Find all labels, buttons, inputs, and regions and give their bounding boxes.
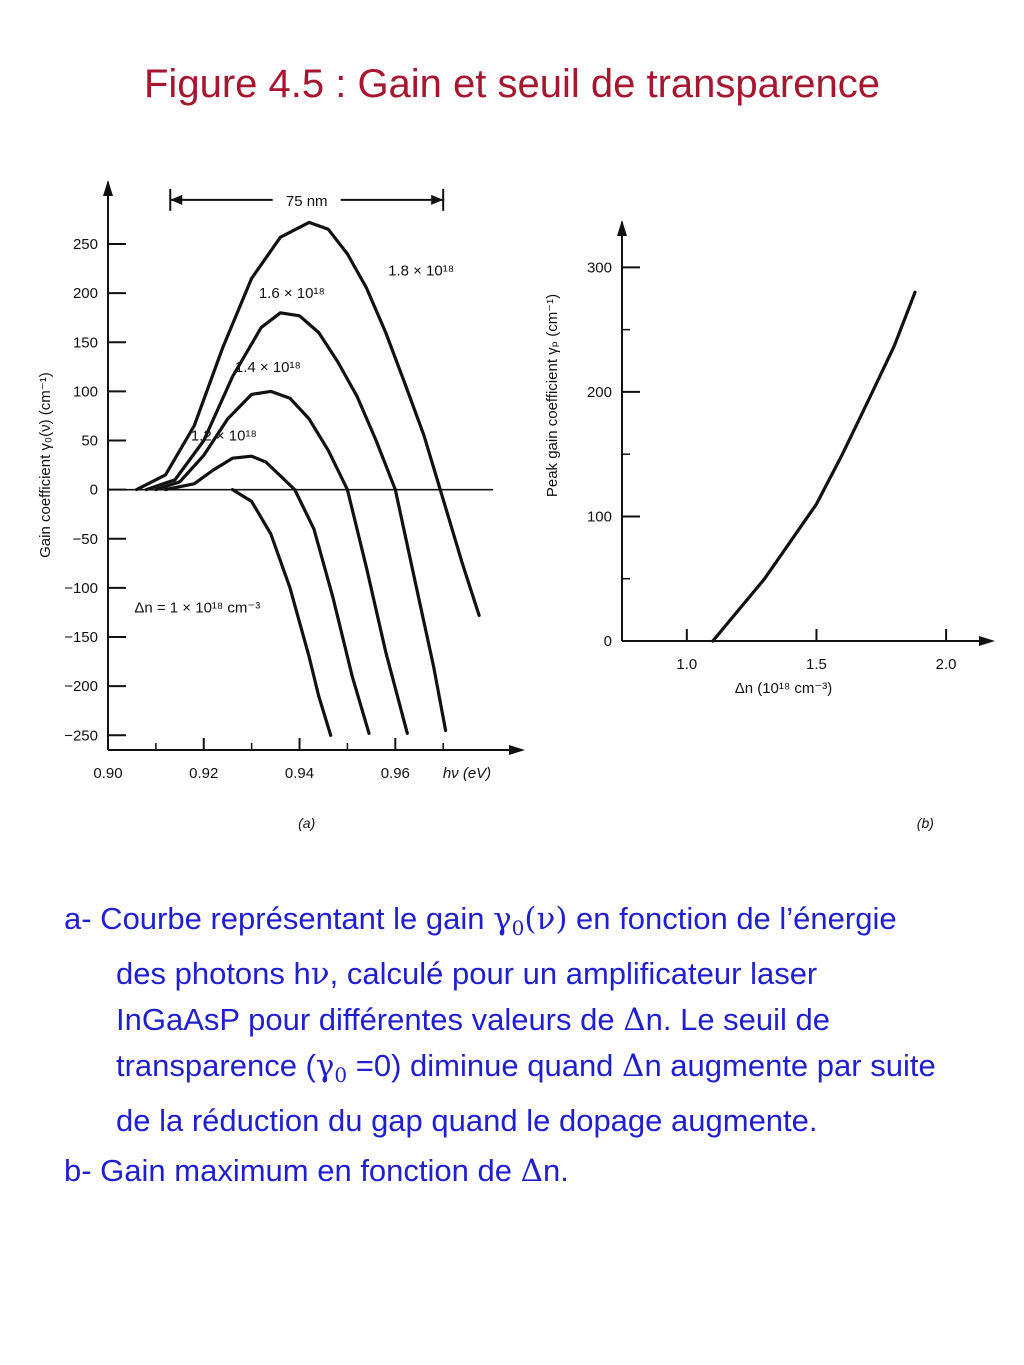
- y-tick-label: 100: [586, 508, 612, 526]
- annotation-label: 75 nm: [285, 192, 328, 210]
- gamma-subscript: 0: [511, 916, 525, 940]
- caption-a-text: a- Courbe représentant le gain: [64, 901, 494, 936]
- y-tick-label: 100: [72, 383, 98, 401]
- x-tick-label: 2.0: [935, 656, 957, 673]
- series-label: 1.6 × 10¹⁸: [258, 285, 325, 303]
- delta-symbol: Δ: [623, 1002, 646, 1038]
- gamma-symbol: γ: [315, 1048, 335, 1084]
- y-tick-label: 150: [72, 334, 98, 352]
- series-label: 1.8 × 10¹⁸: [388, 262, 455, 280]
- y-tick-label: −100: [64, 579, 98, 597]
- x-axis-label: Δn (10¹⁸ cm⁻³): [734, 680, 833, 697]
- y-tick-label: 0: [603, 633, 612, 650]
- caption-b-text: b- Gain maximum en fonction de: [64, 1153, 521, 1188]
- series-line-1: [166, 456, 370, 733]
- x-tick-label: 0.94: [284, 765, 315, 782]
- figure-charts: [0, 170, 1024, 850]
- x-tick-label: 1.0: [676, 656, 698, 673]
- page-title: Figure 4.5 : Gain et seuil de transparence: [144, 62, 880, 106]
- caption-a-text: =0) diminue quand: [347, 1048, 623, 1083]
- y-axis-label: Gain coefficient γ₀(ν) (cm⁻¹): [37, 372, 54, 558]
- series-label: Δn = 1 × 10¹⁸ cm⁻³: [134, 599, 261, 617]
- series-label: 1.4 × 10¹⁸: [234, 358, 301, 376]
- nu-symbol: ν: [310, 956, 330, 992]
- nu-paren-symbol: (ν): [524, 901, 568, 937]
- y-tick-label: −200: [64, 678, 98, 696]
- caption-a-text: n. Le seuil de transparence (: [116, 1002, 831, 1083]
- x-tick-label: 1.5: [806, 656, 827, 673]
- caption-a-text: n augmente par suite de la réduction du gap quand le dopage augmente.: [116, 1048, 936, 1138]
- x-tick-label: 0.90: [93, 765, 123, 782]
- delta-symbol: Δ: [520, 1153, 543, 1189]
- y-tick-label: 250: [72, 236, 98, 254]
- y-tick-label: 50: [81, 432, 98, 450]
- gain-vs-photon-energy-chart: [37, 180, 525, 831]
- y-tick-label: −150: [64, 629, 98, 647]
- series-line-0: [713, 292, 915, 641]
- x-axis-arrow: [979, 636, 995, 646]
- x-axis-arrow: [509, 745, 525, 755]
- gamma-subscript: 0: [334, 1063, 348, 1087]
- delta-symbol: Δ: [622, 1048, 645, 1084]
- caption-a-text: , calculé pour un amplificateur laser InGaAsP pour différentes valeurs de: [116, 956, 818, 1037]
- panel-label: (b): [916, 815, 934, 831]
- panel-label: (a): [298, 815, 316, 831]
- y-tick-label: 200: [72, 285, 98, 303]
- x-tick-label: 0.92: [189, 765, 219, 782]
- caption-a-text: en fonction de l’énergie des photons h: [116, 901, 897, 991]
- y-tick-label: −50: [72, 530, 98, 548]
- y-axis-arrow: [103, 180, 113, 196]
- annotation-arrowhead-right: [431, 195, 443, 205]
- series-label: 1.2 × 10¹⁸: [190, 427, 257, 445]
- caption-paragraph-a: [64, 896, 944, 1144]
- caption-paragraph-b: [64, 1148, 944, 1194]
- y-axis-label: Peak gain coefficient γₚ (cm⁻¹): [544, 293, 561, 498]
- y-tick-label: 200: [586, 383, 612, 401]
- caption-b-text: n.: [543, 1153, 569, 1188]
- annotation-arrowhead-left: [170, 195, 182, 205]
- y-tick-label: 0: [89, 481, 98, 499]
- x-tick-label: 0.96: [380, 765, 410, 782]
- figure-caption: [64, 896, 944, 1198]
- gamma-symbol: γ: [493, 901, 512, 937]
- peak-gain-vs-delta-n-chart: [544, 220, 995, 831]
- y-axis-arrow: [617, 220, 627, 236]
- x-axis-label: hν (eV): [442, 765, 492, 782]
- y-tick-label: 300: [586, 259, 612, 277]
- y-tick-label: −250: [64, 727, 98, 745]
